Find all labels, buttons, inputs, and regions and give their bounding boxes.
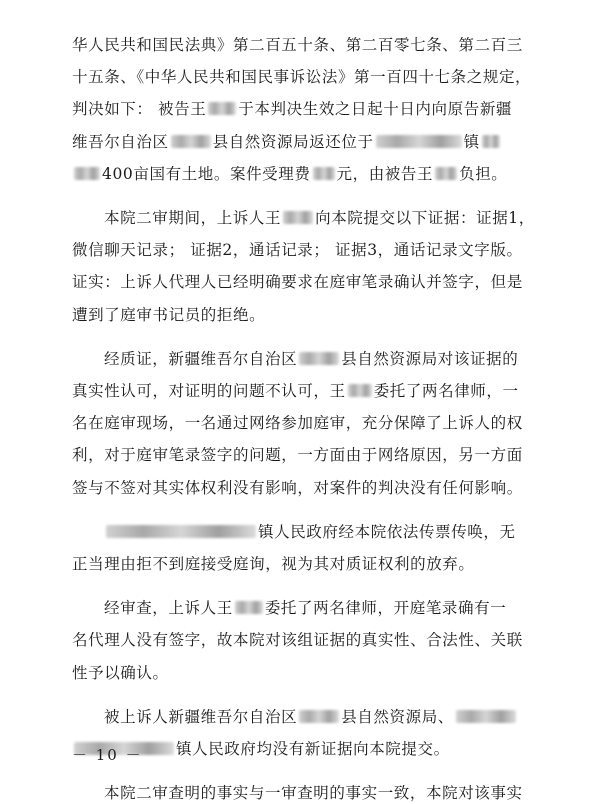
redaction-mask xyxy=(348,384,372,397)
text-line xyxy=(72,239,552,261)
text-segment: 元，由被告王 xyxy=(336,165,434,183)
text-segment: 县自然资源局对该证据的 xyxy=(341,350,519,368)
text-line xyxy=(72,629,552,651)
redaction-mask xyxy=(208,102,236,115)
redaction-mask xyxy=(313,167,335,180)
redaction-mask xyxy=(456,710,516,723)
text-line xyxy=(72,662,552,684)
text-line xyxy=(72,553,552,575)
text-line xyxy=(72,271,552,293)
text-line xyxy=(104,706,552,728)
text-segment: 被上诉人新疆维吾尔自治区 xyxy=(104,708,298,726)
text-segment: 判决如下： 被告王 xyxy=(72,100,207,118)
text-segment: 镇人民政府均没有新证据向本院提交。 xyxy=(176,740,450,758)
text-segment: 负担。 xyxy=(459,165,508,183)
text-segment: 维吾尔自治区 xyxy=(72,133,169,151)
redaction-mask xyxy=(376,135,462,148)
text-segment: 经质证，新疆维吾尔自治区 xyxy=(104,350,298,368)
text-segment: 性予以确认。 xyxy=(72,664,169,682)
text-segment: 微信聊天记录； 证据2，通话记录； 证据3，通话记录文字版。 xyxy=(72,241,523,259)
text-segment: 签与不签对其实体权利没有影响，对案件的判决没有任何影响。 xyxy=(72,479,523,497)
text-line xyxy=(72,412,552,434)
text-line xyxy=(104,521,552,543)
redaction-mask xyxy=(435,167,457,180)
text-segment: 正当理由拒不到庭接受庭询，视为其对质证权利的放弃。 xyxy=(72,555,475,573)
text-segment: 利，对于庭审笔录签字的问题，一方面由于网络原因，另一方面 xyxy=(72,446,523,464)
text-segment: 遭到了庭审书记员的拒绝。 xyxy=(72,306,266,324)
text-segment: 名在庭审现场，一名通过网络参加庭审，充分保障了上诉人的权 xyxy=(72,414,523,432)
redaction-mask xyxy=(482,135,500,148)
text-segment: 华人民共和国民法典》第二百五十条、第二百零七条、第二百三 xyxy=(72,36,523,54)
text-segment: 于本判决生效之日起十日内向原告新疆 xyxy=(238,100,513,118)
text-line xyxy=(72,98,552,120)
text-segment: 经审查，上诉人王 xyxy=(104,599,233,617)
text-line xyxy=(104,348,552,370)
redaction-mask xyxy=(171,135,211,148)
redaction-mask xyxy=(283,211,313,224)
text-segment: 证实：上诉人代理人已经明确要求在庭审笔录确认并签字，但是 xyxy=(72,273,523,291)
text-line xyxy=(104,597,552,619)
text-line xyxy=(104,782,552,804)
redaction-mask xyxy=(299,352,339,365)
text-segment: 委托了两名律师，一 xyxy=(373,382,519,400)
redaction-mask xyxy=(235,601,263,614)
text-segment: 向本院提交以下证据：证据1， xyxy=(315,209,535,227)
text-segment: 县自然资源局返还位于 xyxy=(212,133,374,151)
text-line xyxy=(72,477,552,499)
text-line xyxy=(72,66,552,88)
text-line xyxy=(72,163,552,185)
text-segment: 本院二审期间，上诉人王 xyxy=(104,209,282,227)
text-segment: 县自然资源局、 xyxy=(341,708,454,726)
text-segment: 真实性认可，对证明的问题不认可，王 xyxy=(72,382,346,400)
text-line xyxy=(72,304,552,326)
text-segment: 委托了两名律师，开庭笔录确有一 xyxy=(264,599,507,617)
text-segment: 十五条、《中华人民共和国民事诉讼法》第一百四十七条之规定， xyxy=(72,68,532,86)
text-segment: 400亩国有土地。案件受理费 xyxy=(102,165,311,183)
text-line xyxy=(104,207,552,229)
redaction-mask xyxy=(299,710,339,723)
redaction-mask xyxy=(74,167,100,180)
text-line xyxy=(72,131,552,153)
text-line xyxy=(72,444,552,466)
text-segment: 本院二审查明的事实与一审查明的事实一致，本院对该事实 xyxy=(104,784,523,802)
redaction-mask xyxy=(106,525,256,538)
text-line xyxy=(72,380,552,402)
page-number: － 10 － xyxy=(72,746,143,764)
text-line xyxy=(72,34,552,56)
text-segment: 名代理人没有签字，故本院对该组证据的真实性、合法性、关联 xyxy=(72,631,523,649)
text-segment: 镇 xyxy=(463,133,480,151)
text-segment: 镇人民政府经本院依法传票传唤，无 xyxy=(258,523,516,541)
